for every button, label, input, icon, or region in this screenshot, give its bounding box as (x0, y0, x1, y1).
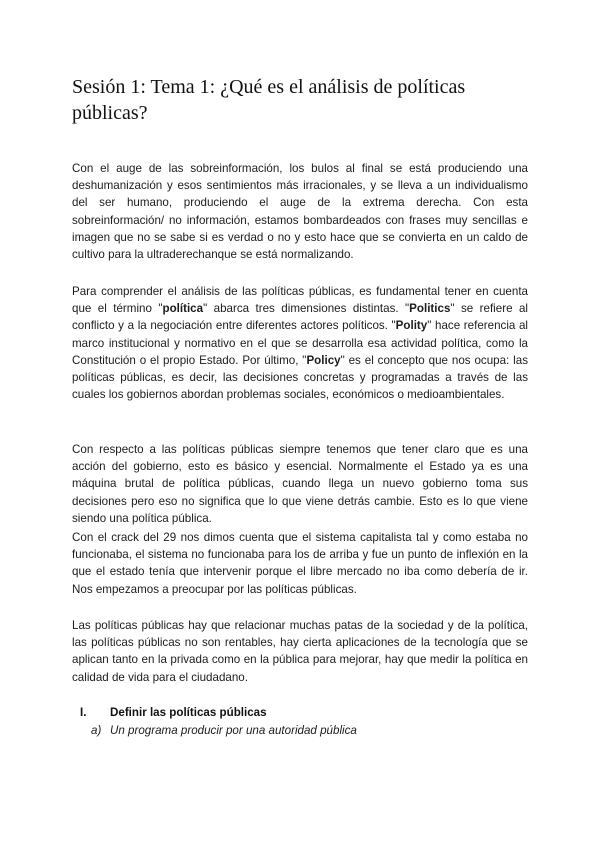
term-polity: Polity (395, 319, 428, 333)
paragraph-politics-dimensions (72, 283, 528, 403)
term-policy: Policy (306, 353, 341, 367)
list-item (91, 722, 357, 739)
text-run: " es el concepto que nos ocupa: las políticas públicas, es decir, las decisiones concretas y programadas a través de las cuales los gobiernos abordan problemas sociales, económicos o medioambientales. (72, 353, 529, 402)
list-item-text: Un programa producir por una autoridad pública (110, 724, 357, 737)
paragraph-society-relation: Las políticas públicas hay que relacionar muchas patas de la sociedad y de la política, las políticas públicas no son rentables, hay cierta aplicaciones de la tecnología que se aplican tanto en la privada como en la pública para mejorar, hay que medir la política en calidad de vida para el ciudadano. (72, 619, 528, 684)
paragraph-intro: Con el auge de las sobreinformación, los bulos al final se está produciendo una deshumanización y esos sentimientos más irracionales, y se lleva a un individualismo del ser humano, produciendo el auge de la extrema derecha. Con esta sobreinformación/ no información, estamos bombardeados con frases muy sencillas e imagen que no se sabe si es verdad o no y esto hace que se convierta en un caldo de cultivo para la ultraderechanque se está normalizando. (72, 162, 528, 262)
text-run: " abarca tres dimensiones distintas. " (203, 302, 410, 316)
page-title: Sesión 1: Tema 1: ¿Qué es el análisis de políticas públicas? (72, 76, 466, 124)
section-heading-text: Definir las políticas públicas (110, 706, 267, 719)
text-run: " hace referencia al marco institucional y normativo en el que se desarrolla esa actividad política, como la Constitución o el propio Estado. Por último, " (72, 319, 529, 367)
text-run: " se refiere al conflicto y a la negociación entre diferentes actores políticos. " (72, 302, 528, 333)
section-heading (80, 704, 267, 721)
paragraph-government-action: Con respecto a las políticas públicas siempre tenemos que tener claro que es una acción del gobierno, esto es básico y esencial. Normalmente el Estado ya es una máquina brutal de política públicas, cuando llega un nuevo gobierno toma sus decisiones pero eso no significa que lo que viene detrás cambie. Esto es lo que viene siendo una política pública. (72, 443, 528, 525)
paragraph-crack-29: Con el crack del 29 nos dimos cuenta que el sistema capitalista tal y como estaba no funcionaba, el sistema no funcionaba para los de arriba y fue un punto de inflexión en la que el estado tenía que intervenir porque el libre mercado no iba como debería de ir. Nos empezamos a preocupar por las políticas públicas. (72, 531, 528, 596)
term-politics: Politics (409, 302, 451, 316)
list-item-marker: a) (91, 724, 102, 737)
text-run: Para comprender el análisis de las políticas públicas, es fundamental tener en cuenta que el término " (72, 285, 528, 316)
section-number: I. (80, 706, 87, 719)
term-politica: política (162, 302, 204, 316)
